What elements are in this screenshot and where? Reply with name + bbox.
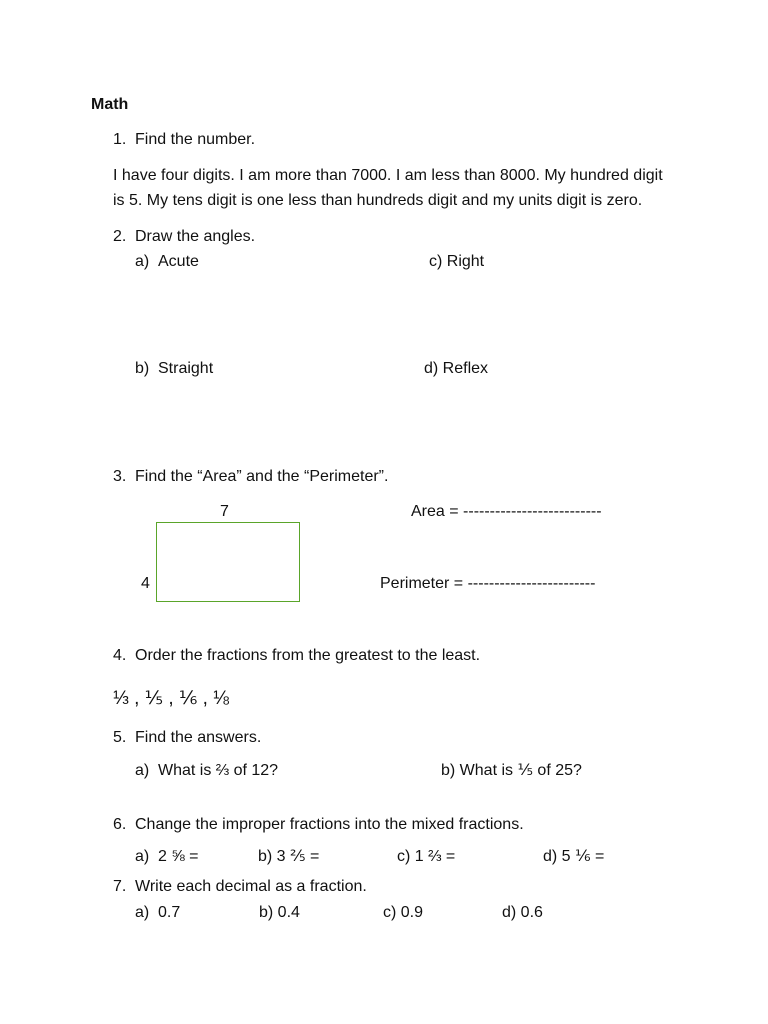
q7-a-text: 0.7 xyxy=(158,904,181,921)
q7-d-text: d) 0.6 xyxy=(502,904,543,921)
q6-d-text: d) 5 ⅙ = xyxy=(543,848,605,865)
q1-text: Find the number. xyxy=(135,131,256,148)
q1-paragraph-line-1: I have four digits. I am more than 7000. I am less than 8000. My hundred digit xyxy=(113,167,663,184)
q3-text: Find the “Area” and the “Perimeter”. xyxy=(135,468,389,485)
q5-a-text: What is ⅔ of 12? xyxy=(158,762,279,779)
q6-c-text: c) 1 ⅔ = xyxy=(397,848,456,865)
rect-height-label: 4 xyxy=(141,575,150,592)
q5-number: 5. xyxy=(113,729,127,746)
q2-b-text: Straight xyxy=(158,360,214,377)
q7-b-text: b) 0.4 xyxy=(259,904,300,921)
q4-fractions-list: ⅓ , ⅕ , ⅙ , ⅛ xyxy=(113,688,230,709)
q2-a-label: a) xyxy=(135,253,150,270)
q6-a-label: a) xyxy=(135,848,150,865)
q5-text: Find the answers. xyxy=(135,729,262,746)
q2-c-text: c) Right xyxy=(429,253,485,270)
q3-number: 3. xyxy=(113,468,127,485)
q7-text: Write each decimal as a fraction. xyxy=(135,878,367,895)
rect-width-label: 7 xyxy=(220,503,229,520)
q2-d-text: d) Reflex xyxy=(424,360,489,377)
page-title: Math xyxy=(91,96,129,113)
q1-paragraph-line-2: is 5. My tens digit is one less than hundreds digit and my units digit is zero. xyxy=(113,192,643,209)
q7-number: 7. xyxy=(113,878,127,895)
q4-number: 4. xyxy=(113,647,127,664)
perimeter-answer-line: Perimeter = ------------------------ xyxy=(380,575,596,592)
q2-a-text: Acute xyxy=(158,253,199,270)
rectangle-shape xyxy=(156,522,300,602)
q2-text: Draw the angles. xyxy=(135,228,256,245)
q6-text: Change the improper fractions into the mixed fractions. xyxy=(135,816,524,833)
q4-text: Order the fractions from the greatest to the least. xyxy=(135,647,481,664)
q6-a-text: 2 ⅝ = xyxy=(158,848,199,865)
q2-b-label: b) xyxy=(135,360,150,377)
q6-b-text: b) 3 ⅖ = xyxy=(258,848,320,865)
q6-number: 6. xyxy=(113,816,127,833)
q2-number: 2. xyxy=(113,228,127,245)
q1-number: 1. xyxy=(113,131,127,148)
q7-a-label: a) xyxy=(135,904,150,921)
area-answer-line: Area = -------------------------- xyxy=(411,503,602,520)
q5-b-text: b) What is ⅕ of 25? xyxy=(441,762,582,779)
q5-a-label: a) xyxy=(135,762,150,779)
q7-c-text: c) 0.9 xyxy=(383,904,424,921)
